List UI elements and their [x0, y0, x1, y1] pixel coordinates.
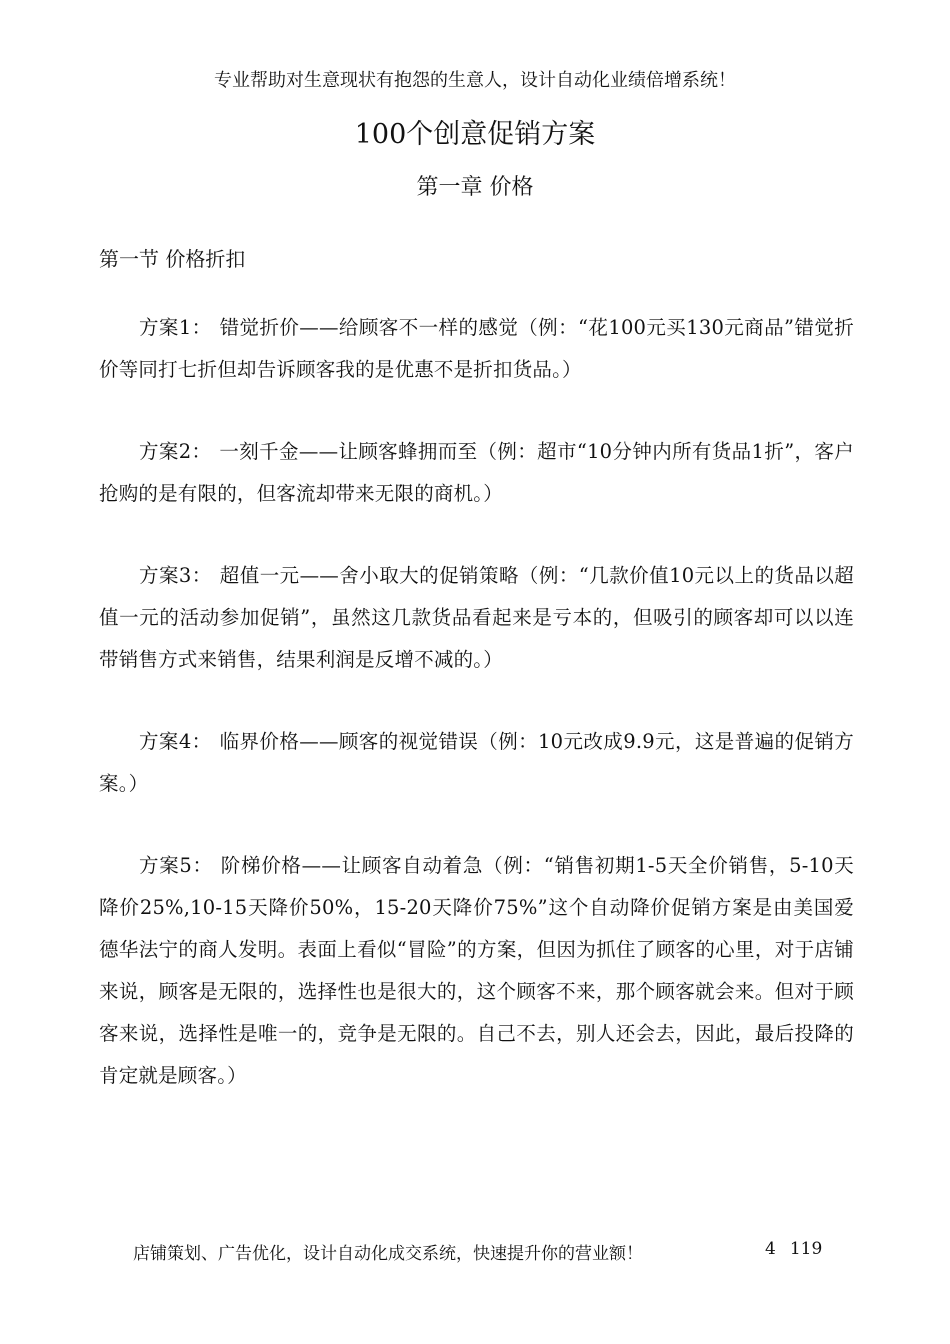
page-total: 119	[789, 1239, 823, 1259]
page-number	[765, 1239, 836, 1259]
section-heading: 第一节 价格折扣	[99, 247, 246, 271]
plan-text: 阶梯价格——让顾客自动着急（例：“销售初期1-5天全价销售，5-10天降价25%,10-15天降价50%，15-20天降价75%”这个自动降价促销方案是由美国爱德华法宁的商人发明。表面上看似“冒险”的方案，但因为抓住了顾客的心里，对于店铺来说，顾客是无限的，选择性也是很大的，这个顾客不来，那个顾客就会来。但对于顾客来说，选择性是唯一的，竞争是无限的。自己不去，别人还会去，因此，最后投降的肯定就是顾客。）	[99, 854, 854, 1087]
plan-text: 临界价格——顾客的视觉错误（例：10元改成9.9元，这是普遍的促销方案。）	[99, 730, 854, 795]
document-body	[99, 307, 854, 1137]
plan-text: 超值一元——舍小取大的促销策略（例：“几款价值10元以上的货品以超值一元的活动参加促销”，虽然这几款货品看起来是亏本的，但吸引的顾客却可以以连带销售方式来销售，结果利润是反增不减的。）	[99, 564, 854, 671]
page-footer-text: 店铺策划、广告优化，设计自动化成交系统，快速提升你的营业额！	[133, 1244, 643, 1264]
document-title: 100个创意促销方案	[354, 119, 596, 150]
plan-label: 方案2：	[139, 440, 212, 463]
plan-text: 一刻千金——让顾客蜂拥而至（例：超市“10分钟内所有货品1折”，客户抢购的是有限的，但客流却带来无限的商机。）	[99, 440, 854, 505]
plan-label: 方案1：	[139, 316, 212, 339]
page-current: 4	[765, 1239, 776, 1259]
plan-label: 方案4：	[139, 730, 212, 753]
chapter-heading: 第一章 价格	[416, 175, 534, 200]
plan-label: 方案3：	[139, 564, 212, 587]
plan-label: 方案5：	[139, 854, 213, 877]
plan-paragraph-2	[99, 431, 854, 515]
plan-paragraph-5	[99, 845, 854, 1097]
plan-paragraph-3	[99, 555, 854, 681]
plan-paragraph-1	[99, 307, 854, 391]
page-header-text: 专业帮助对生意现状有抱怨的生意人，设计自动化业绩倍增系统！	[214, 70, 736, 91]
plan-paragraph-4	[99, 721, 854, 805]
plan-text: 错觉折价——给顾客不一样的感觉（例：“花100元买130元商品”错觉折价等同打七折但却告诉顾客我的是优惠不是折扣货品。）	[99, 316, 854, 381]
